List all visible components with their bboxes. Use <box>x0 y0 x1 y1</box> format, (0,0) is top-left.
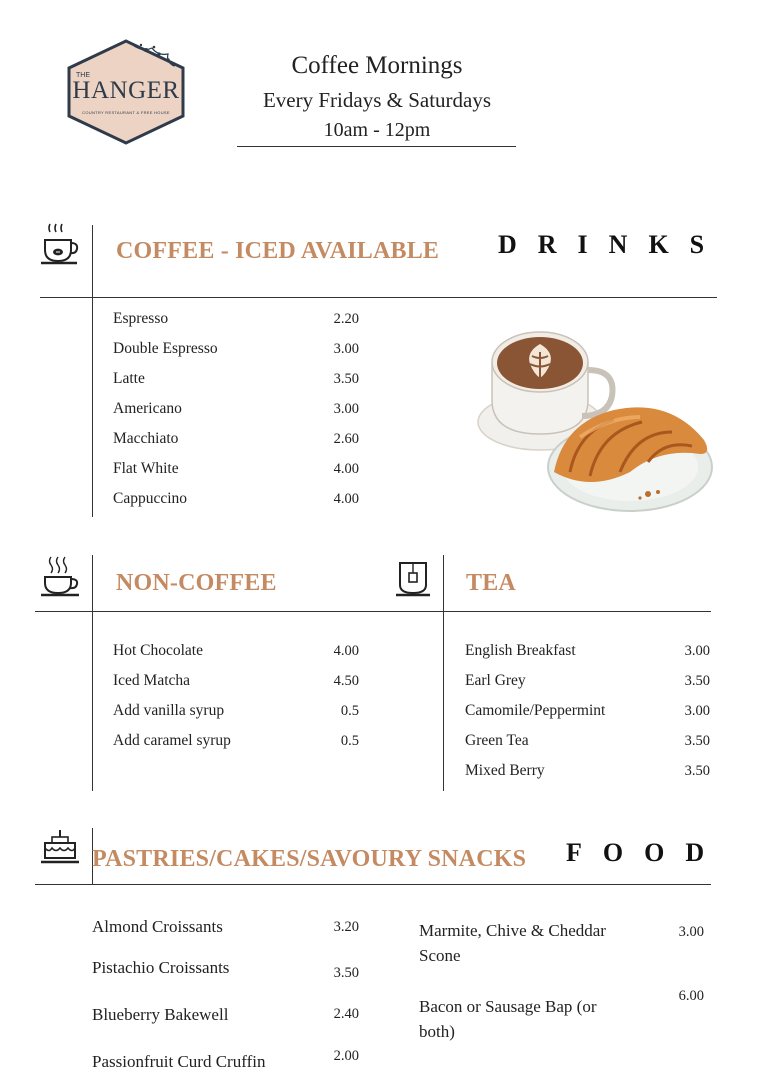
logo-brand-text: HANGER <box>72 77 180 104</box>
menu-item-name: Green Tea <box>465 732 529 749</box>
non-coffee-vertical-divider <box>92 555 93 791</box>
menu-item-name: Passionfruit Curd Cruffin <box>92 1052 266 1071</box>
menu-item-name: Espresso <box>113 310 169 327</box>
menu-item-price: 3.00 <box>333 341 359 357</box>
menu-item-price: 3.00 <box>678 924 704 940</box>
menu-item-price: 4.00 <box>333 461 359 477</box>
pastries-divider <box>35 884 711 885</box>
menu-item-name: Flat White <box>113 460 179 477</box>
header-hours: 10am - 12pm <box>323 119 431 141</box>
coffee-vertical-divider <box>92 225 93 517</box>
tea-section-title: TEA <box>466 570 516 596</box>
menu-item-name: Add vanilla syrup <box>113 702 225 719</box>
menu-item-name-continued: both) <box>419 1022 455 1041</box>
pastries-section-title: PASTRIES/CAKES/SAVOURY SNACKS <box>92 846 527 872</box>
menu-item-price: 3.50 <box>333 965 359 981</box>
hot-coffee-cup-icon <box>40 222 80 268</box>
menu-item-price: 2.40 <box>333 1006 359 1022</box>
logo-the-text: THE <box>76 72 90 79</box>
menu-item-name: Double Espresso <box>113 340 218 357</box>
menu-item-price: 0.5 <box>340 733 359 749</box>
menu-item-price: 2.00 <box>333 1048 359 1064</box>
menu-item-name: Mixed Berry <box>465 762 545 779</box>
menu-item-name: English Breakfast <box>465 642 576 659</box>
menu-item-name: Camomile/Peppermint <box>465 702 606 719</box>
food-heading: FOOD <box>566 838 726 867</box>
header-days: Every Fridays & Saturdays <box>262 88 492 112</box>
menu-item-name: Latte <box>113 370 145 387</box>
menu-item-price: 2.60 <box>333 431 359 447</box>
menu-item-price: 3.50 <box>684 673 710 689</box>
page-title: Coffee Mornings <box>291 52 463 79</box>
cake-icon <box>40 828 80 870</box>
menu-item-name: Marmite, Chive & Cheddar <box>419 921 606 940</box>
logo-subtitle: COUNTRY RESTAURANT & FREE HOUSE <box>82 110 170 115</box>
menu-item-price: 3.50 <box>333 371 359 387</box>
tea-vertical-divider <box>443 555 444 791</box>
menu-item-price: 3.50 <box>684 733 710 749</box>
coffee-croissant-illustration <box>470 322 720 526</box>
hot-drink-cup-icon <box>40 555 82 599</box>
menu-item-price: 4.00 <box>333 491 359 507</box>
menu-item-name: Earl Grey <box>465 672 526 689</box>
menu-item-name-continued: Scone <box>419 946 461 965</box>
menu-item-price: 3.00 <box>684 703 710 719</box>
menu-item-price: 4.50 <box>333 673 359 689</box>
non-coffee-tea-divider <box>35 611 711 612</box>
non-coffee-section-title: NON-COFFEE <box>116 570 277 596</box>
menu-item-name: Macchiato <box>113 430 179 447</box>
menu-item-price: 3.00 <box>333 401 359 417</box>
menu-item-price: 0.5 <box>340 703 359 719</box>
menu-item-name: Cappuccino <box>113 490 188 507</box>
menu-item-name: Almond Croissants <box>92 917 223 936</box>
menu-item-price: 2.20 <box>333 311 359 327</box>
menu-item-price: 6.00 <box>678 988 704 1004</box>
menu-item-name: Hot Chocolate <box>113 642 203 659</box>
coffee-section-title: COFFEE - ICED AVAILABLE <box>116 238 440 264</box>
restaurant-logo <box>64 38 188 146</box>
drinks-heading: DRINKS <box>498 230 726 259</box>
menu-item-price: 3.50 <box>684 763 710 779</box>
menu-item-name: Iced Matcha <box>113 672 191 689</box>
coffee-divider <box>40 297 717 298</box>
menu-item-name: Americano <box>113 400 182 417</box>
menu-item-price: 3.00 <box>684 643 710 659</box>
menu-item-name: Bacon or Sausage Bap (or <box>419 997 597 1016</box>
menu-item-name: Pistachio Croissants <box>92 958 230 977</box>
menu-item-price: 4.00 <box>333 643 359 659</box>
menu-item-name: Add caramel syrup <box>113 732 231 749</box>
menu-item-name: Blueberry Bakewell <box>92 1005 229 1024</box>
header-divider <box>237 146 516 147</box>
tea-cup-icon <box>394 557 432 599</box>
menu-item-price: 3.20 <box>333 919 359 935</box>
